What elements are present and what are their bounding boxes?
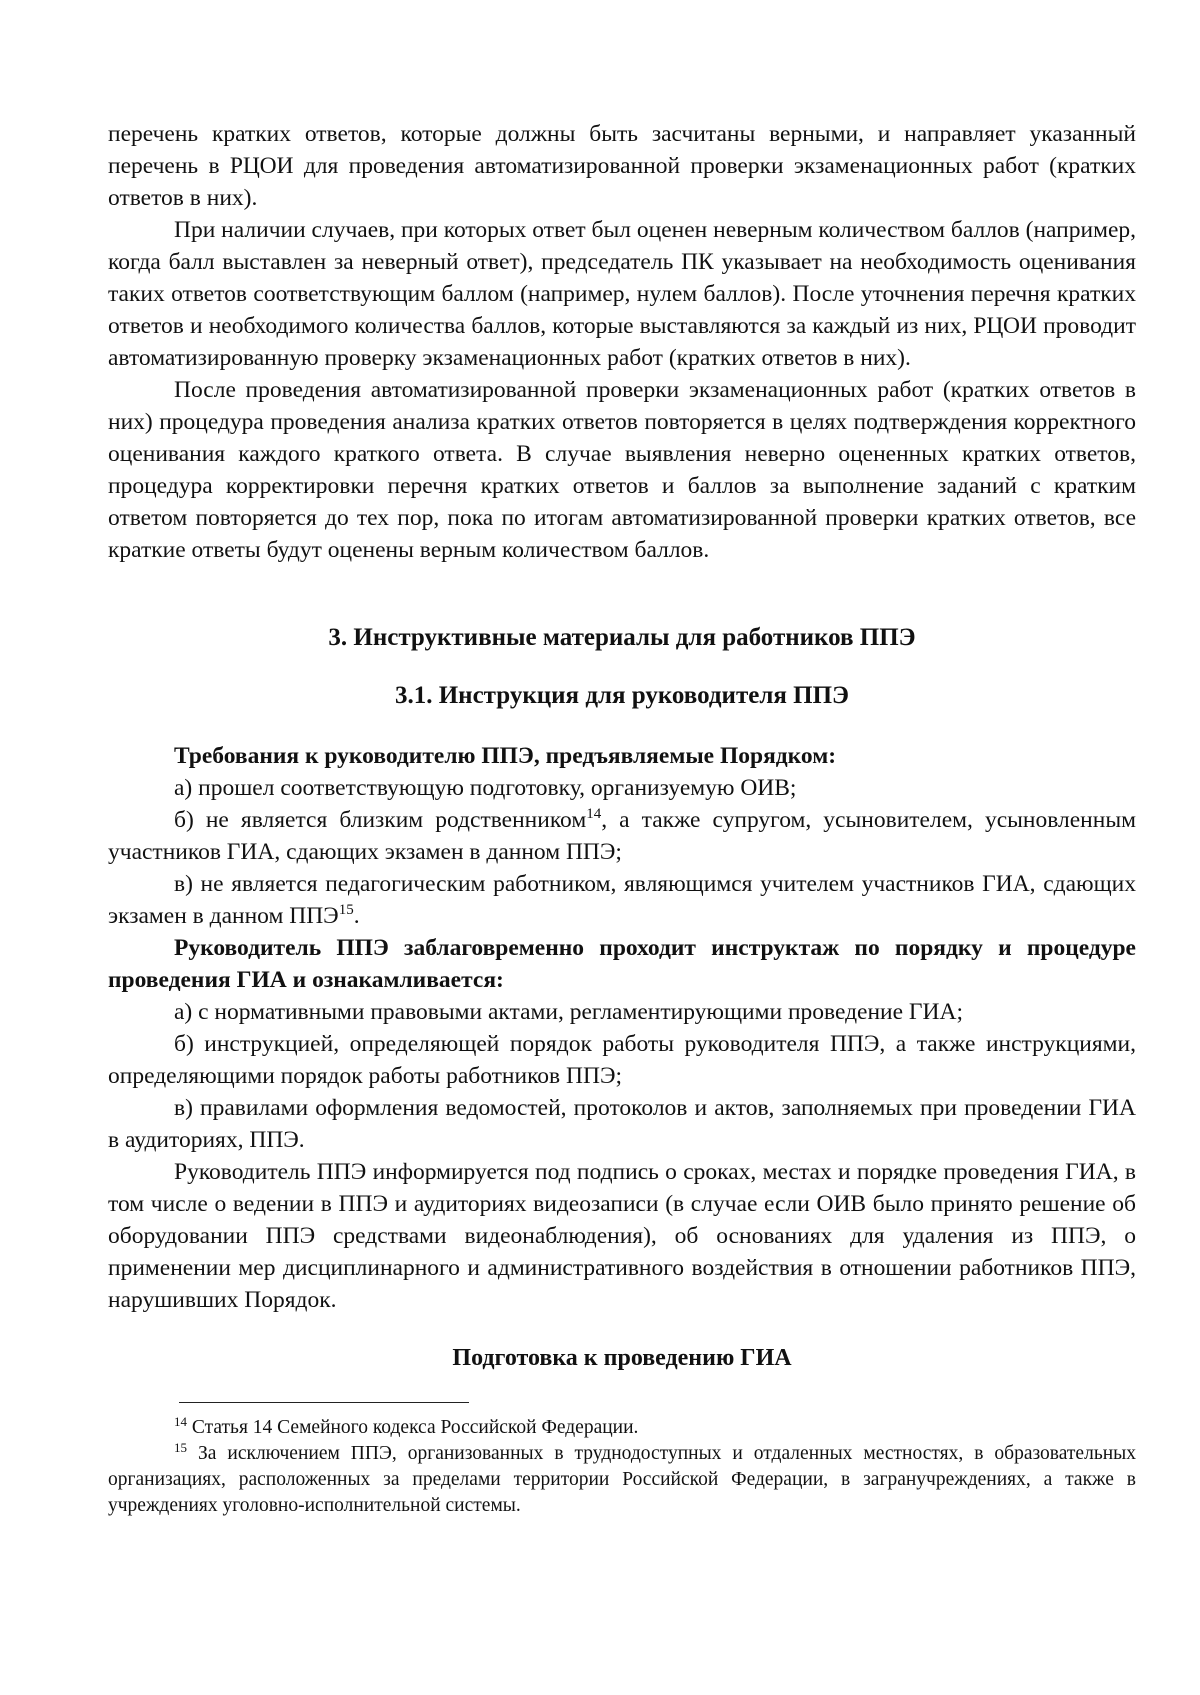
footnote-separator — [179, 1402, 469, 1403]
requirement-item-c: в) не является педагогическим работником, являющимся учителем участников ГИА, сдающих экзамен в данном ППЭ$^{15}$. — [108, 871, 1136, 929]
requirement-item-a: а) прошел соответствующую подготовку, организуемую ОИВ; — [174, 775, 797, 801]
footnotes — [108, 1402, 1136, 1519]
paragraph-incorrect-scores: При наличии случаев, при которых ответ был оценен неверным количеством баллов (например, когда балл выставлен за неверный ответ), председатель ПК указывает на необходимость оценивания таких ответов соответствующим баллом (например, нулем баллов). После уточнения перечня кратких ответов и необходимого количества баллов, которые выставляются за каждый из них, РЦОИ проводит автоматизированную проверку экзаменационных работ (кратких ответов в них). — [108, 217, 1136, 371]
paragraph-continuation: перечень кратких ответов, которые должны быть засчитаны верными, и направляет указанный перечень в РЦОИ для проведения автоматизированной проверки экзаменационных работ (кратких ответов в них). — [108, 121, 1136, 211]
footnote-15: $^{15}$ За исключением ППЭ, организованных в труднодоступных и отдаленных местностях, в образовательных организациях, расположенных за пределами территории Российской Федерации, в загранучреждениях, а также в учреждениях уголовно-исполнительной системы. — [108, 1440, 1136, 1516]
footnote-ref-15: 15 — [338, 902, 354, 918]
section-heading: 3. Инструктивные материалы для работников ППЭ — [328, 624, 916, 651]
briefing-heading: Руководитель ППЭ заблаговременно проходит инструктаж по порядку и процедуре проведения ГИА и ознакамливается: — [108, 935, 1136, 993]
requirements-heading: Требования к руководителю ППЭ, предъявляемые Порядком: — [174, 743, 837, 769]
paragraph-repeat-analysis: После проведения автоматизированной проверки экзаменационных работ (кратких ответов в них) процедура проведения анализа кратких ответов повторяется в целях подтверждения корректного оценивания каждого краткого ответа. В случае выявления неверно оцененных кратких ответов, процедура корректировки перечня кратких ответов и баллов за выполнение заданий с кратким ответом повторяется до тех пор, пока по итогам автоматизированной проверки кратких ответов, все краткие ответы будут оценены верным количеством баллов. — [108, 377, 1136, 563]
page-content — [108, 118, 1136, 1519]
briefing-item-b: б) инструкцией, определяющей порядок работы руководителя ППЭ, а также инструкциями, определяющими порядок работы работников ППЭ; — [108, 1031, 1136, 1089]
requirement-item-b: б) не является близким родственником$^{14}$, а также супругом, усыновителем, усыновленным участников ГИА, сдающих экзамен в данном ППЭ; — [108, 806, 1136, 865]
preparation-heading: Подготовка к проведению ГИА — [452, 1345, 792, 1371]
footnote-ref-14: 14 — [586, 806, 602, 822]
briefing-item-c: в) правилами оформления ведомостей, протоколов и актов, заполняемых при проведении ГИА в аудиториях, ППЭ. — [108, 1095, 1136, 1153]
footnote-14: $^{14}$ Статья 14 Семейного кодекса Российской Федерации. — [174, 1414, 639, 1438]
subsection-heading: 3.1. Инструкция для руководителя ППЭ — [394, 682, 849, 709]
briefing-item-a: а) с нормативными правовыми актами, регламентирующими проведение ГИА; — [174, 999, 963, 1025]
paragraph-informed: Руководитель ППЭ информируется под подпись о сроках, местах и порядке проведения ГИА, в том числе о ведении в ППЭ и аудиториях видеозаписи (в случае если ОИВ было принято решение об оборудовании ППЭ средствами видеонаблюдения), об основаниях для удаления из ППЭ, о применении мер дисциплинарного и административного воздействия в отношении работников ППЭ, нарушивших Порядок. — [108, 1159, 1136, 1313]
